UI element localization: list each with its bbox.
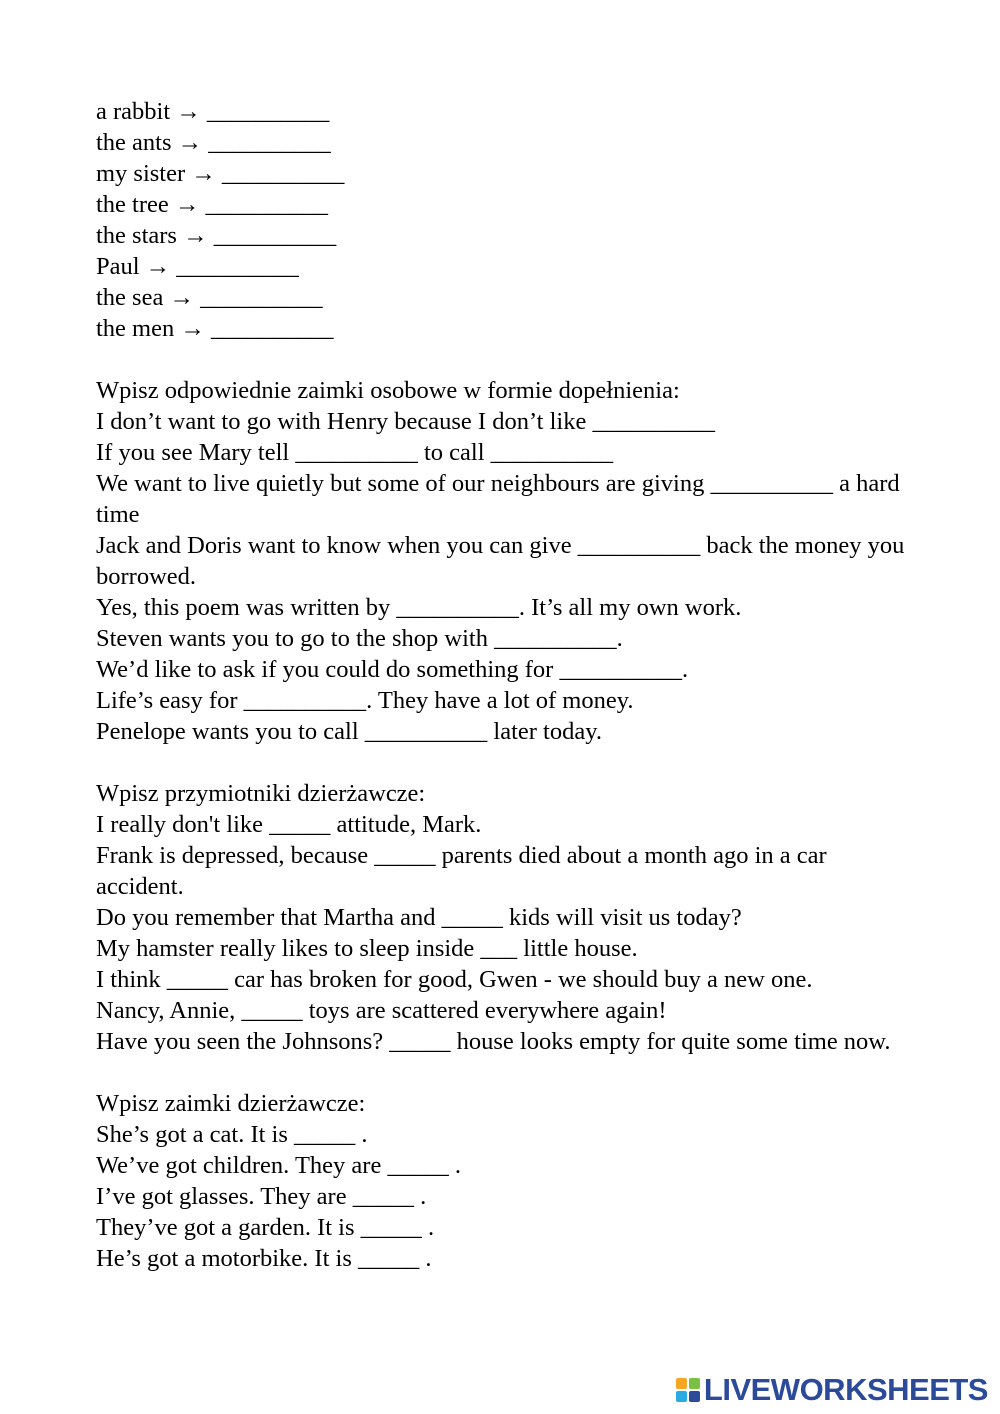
spacer xyxy=(96,344,916,375)
exercise-line: I think _____ car has broken for good, Gwen - we should buy a new one. xyxy=(96,966,813,993)
logo-square xyxy=(676,1391,687,1402)
spacer xyxy=(96,1057,916,1088)
section-word-to-pronoun xyxy=(96,96,916,344)
exercise-line: They’ve got a garden. It is _____ . xyxy=(96,1214,435,1241)
logo-text: LIVEWORKSHEETS xyxy=(703,1372,988,1407)
exercise-line: Do you remember that Martha and _____ kids will visit us today? xyxy=(96,904,742,931)
section-possessive-adjectives xyxy=(96,778,916,1057)
exercise-line: I really don't like _____ attitude, Mark. xyxy=(96,811,482,838)
exercise-line: the men → __________ xyxy=(96,315,334,342)
exercise-line: Nancy, Annie, _____ toys are scattered everywhere again! xyxy=(96,997,667,1024)
exercise-line: He’s got a motorbike. It is _____ . xyxy=(96,1245,432,1272)
exercise-line: I’ve got glasses. They are _____ . xyxy=(96,1183,427,1210)
exercise-line: the stars → __________ xyxy=(96,222,337,249)
section-possessive-pronouns xyxy=(96,1088,916,1274)
exercise-line: Have you seen the Johnsons? _____ house looks empty for quite some time now. xyxy=(96,1028,891,1055)
exercise-line: Steven wants you to go to the shop with __________. xyxy=(96,625,623,652)
exercise-line: my sister → __________ xyxy=(96,160,345,187)
exercise-line: Penelope wants you to call __________ later today. xyxy=(96,718,602,745)
exercise-line: If you see Mary tell __________ to call __________ xyxy=(96,439,614,466)
exercise-line: the sea → __________ xyxy=(96,284,323,311)
exercise-line: a rabbit → __________ xyxy=(96,98,330,125)
exercise-line: Paul → __________ xyxy=(96,253,299,280)
exercise-line: She’s got a cat. It is _____ . xyxy=(96,1121,368,1148)
exercise-line: We’ve got children. They are _____ . xyxy=(96,1152,461,1179)
exercise-line: We’d like to ask if you could do something for __________. xyxy=(96,656,689,683)
exercise-line: the ants → __________ xyxy=(96,129,331,156)
exercise-line: Yes, this poem was written by __________. It’s all my own work. xyxy=(96,594,742,621)
exercise-line: Jack and Doris want to know when you can give __________ back the money you borrowed. xyxy=(96,532,905,590)
section-heading: Wpisz zaimki dzierżawcze: xyxy=(96,1090,366,1117)
exercise-line: the tree → __________ xyxy=(96,191,329,218)
logo-square xyxy=(689,1391,700,1402)
section-object-pronouns xyxy=(96,375,916,747)
exercise-line: Life’s easy for __________. They have a lot of money. xyxy=(96,687,634,714)
spacer xyxy=(96,747,916,778)
exercise-line: My hamster really likes to sleep inside ___ little house. xyxy=(96,935,638,962)
logo-square xyxy=(689,1378,700,1389)
logo-square xyxy=(676,1378,687,1389)
liveworksheets-logo-icon xyxy=(676,1378,700,1402)
section-heading: Wpisz odpowiednie zaimki osobowe w formie dopełnienia: xyxy=(96,377,680,404)
worksheet xyxy=(96,96,916,1274)
section-heading: Wpisz przymiotniki dzierżawcze: xyxy=(96,780,426,807)
exercise-line: We want to live quietly but some of our neighbours are giving __________ a hard time xyxy=(96,470,900,528)
exercise-line: I don’t want to go with Henry because I don’t like __________ xyxy=(96,408,715,435)
exercise-line: Frank is depressed, because _____ parents died about a month ago in a car accident. xyxy=(96,842,827,900)
liveworksheets-logo xyxy=(676,1372,988,1408)
